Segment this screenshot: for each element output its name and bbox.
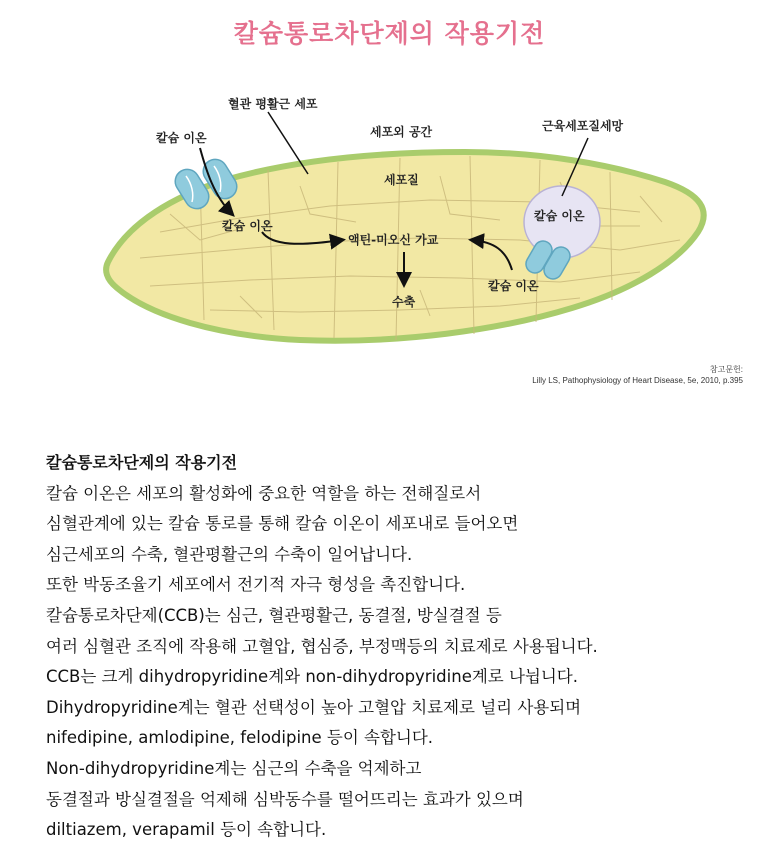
label-extracellular-space: 세포외 공간	[370, 125, 433, 139]
mechanism-diagram	[0, 0, 779, 400]
text-line: 칼슘통로차단제(CCB)는 심근, 혈관평활근, 동결절, 방실결절 등	[46, 605, 502, 625]
text-line: 심근세포의 수축, 혈관평활근의 수축이 일어납니다.	[46, 544, 413, 564]
text-line: diltiazem, verapamil 등이 속합니다.	[46, 820, 327, 840]
text-line: CCB는 크게 dihydropyridine계와 non-dihydropyridine계로 나뉩니다.	[46, 667, 578, 687]
label-sarcoplasmic-reticulum: 근육세포질세망	[542, 119, 624, 133]
text-line: 칼슘 이온은 세포의 활성화에 중요한 역할을 하는 전해질로서	[46, 483, 482, 503]
text-line: 심혈관계에 있는 칼슘 통로를 통해 칼슘 이온이 세포내로 들어오면	[46, 514, 519, 534]
label-cytoplasm: 세포질	[384, 173, 419, 187]
text-line: Dihydropyridine계는 혈관 선택성이 높아 고혈압 치료제로 널리 사용되며	[46, 697, 582, 717]
label-calcium-ion-sr: 칼슘 이온	[534, 209, 585, 223]
text-line: nifedipine, amlodipine, felodipine 등이 속합니다.	[46, 728, 434, 748]
credit-heading: 참고문헌:	[709, 365, 743, 374]
label-calcium-ion-outside: 칼슘 이온	[156, 131, 207, 145]
explanation-text	[46, 448, 766, 846]
label-contraction: 수축	[392, 295, 416, 309]
label-actin-myosin: 액틴-미오신 가교	[348, 233, 439, 247]
source-credit	[532, 364, 743, 386]
label-calcium-ion-inside: 칼슘 이온	[222, 219, 273, 233]
explanation-heading: 칼슘통로차단제의 작용기전	[46, 453, 238, 472]
label-smooth-muscle-cell: 혈관 평활근 세포	[228, 97, 318, 111]
text-line: 또한 박동조율기 세포에서 전기적 자극 형성을 촉진합니다.	[46, 575, 466, 595]
text-line: 동결절과 방실결절을 억제해 심박동수를 떨어뜨리는 효과가 있으며	[46, 789, 524, 809]
text-line: 여러 심혈관 조직에 작용해 고혈압, 협심증, 부정맥등의 치료제로 사용됩니다.	[46, 636, 598, 656]
text-line: Non-dihydropyridine계는 심근의 수축을 억제하고	[46, 758, 422, 778]
credit-source: Lilly LS, Pathophysiology of Heart Disease, 5e, 2010, p.395	[532, 376, 743, 385]
diagram-title: 칼슘통로차단제의 작용기전	[233, 19, 546, 48]
label-calcium-ion-bottom: 칼슘 이온	[488, 279, 539, 293]
